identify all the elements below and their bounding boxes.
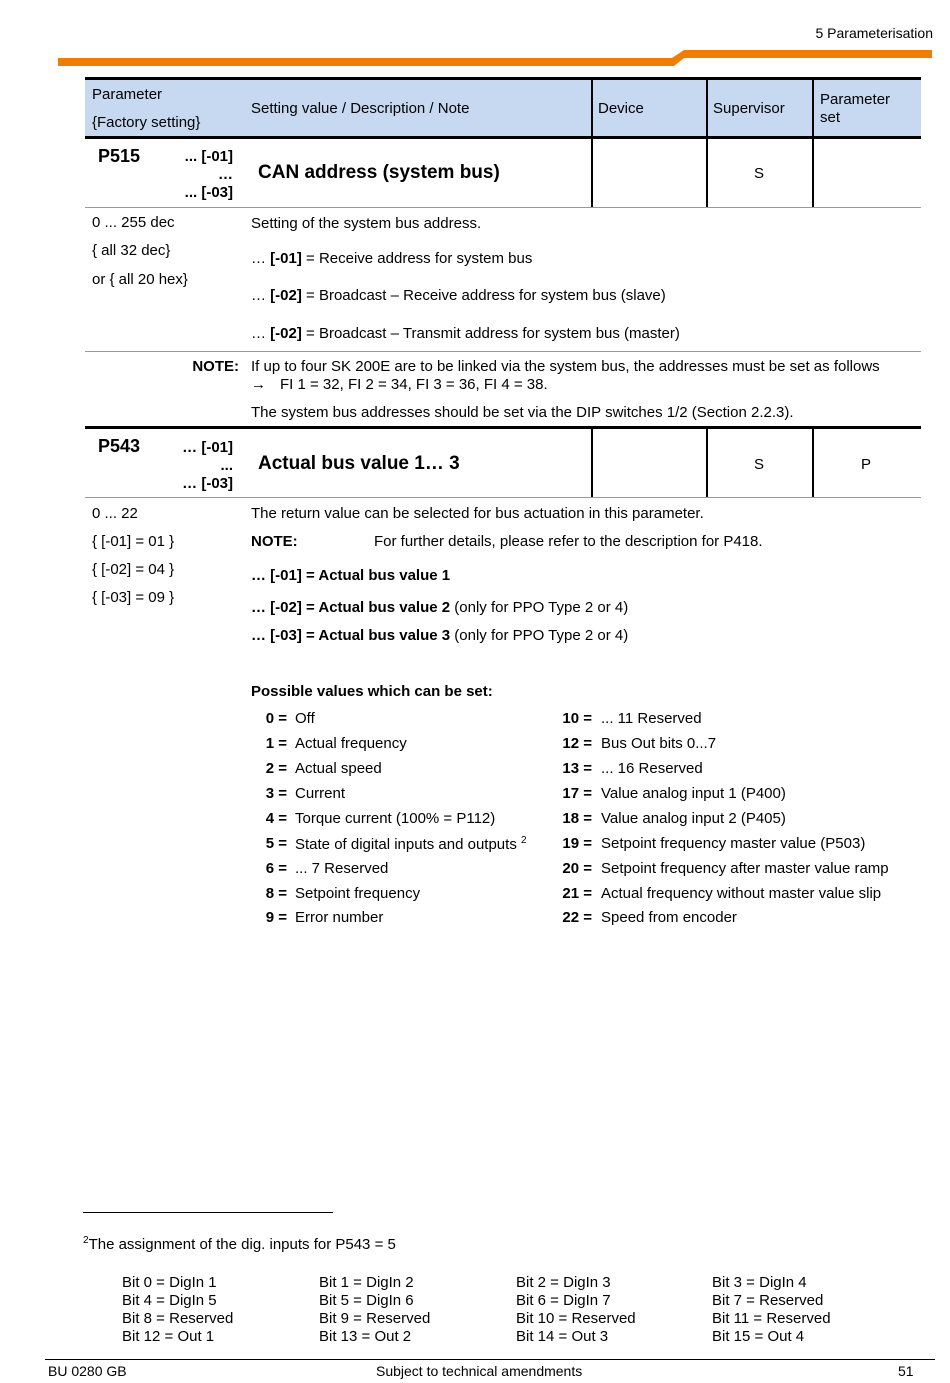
footnote-rule <box>83 1212 333 1213</box>
value-label: Speed from encoder <box>601 909 737 926</box>
item-code: … [-02] = Actual bus value 2 <box>251 599 451 616</box>
bit-assignment: Bit 4 = DigIn 5 <box>122 1292 217 1309</box>
bit-assignment: Bit 2 = DigIn 3 <box>516 1274 611 1291</box>
possible-values-title: Possible values which can be set: <box>251 683 493 700</box>
header-factory-setting: {Factory setting} <box>92 114 201 131</box>
p515-note-line-3: The system bus addresses should be set via the DIP switches 1/2 (Section 2.2.3). <box>251 404 794 421</box>
row-rule <box>85 207 921 208</box>
p515-index-1: ... [-01] <box>184 148 233 165</box>
bit-assignment: Bit 11 = Reserved <box>712 1310 831 1327</box>
value-label: Setpoint frequency master value (P503) <box>601 835 866 852</box>
p543-factory-3: { [-02] = 04 } <box>92 561 175 578</box>
bit-assignment: Bit 8 = Reserved <box>122 1310 234 1327</box>
p543-supervisor: S <box>754 456 765 473</box>
p515-index-3: ... [-03] <box>184 184 233 201</box>
p515-item <box>251 325 680 342</box>
value-number: 1 = <box>265 735 287 752</box>
value-label-text: State of digital inputs and outputs <box>295 836 517 853</box>
col-divider <box>706 429 708 497</box>
p515-title: CAN address (system bus) <box>258 162 500 183</box>
col-divider <box>812 139 814 207</box>
page-number: 51 <box>898 1363 914 1379</box>
p515-supervisor: S <box>754 165 765 182</box>
p543-id: P543 <box>98 436 141 456</box>
bit-assignment: Bit 14 = Out 3 <box>516 1328 609 1345</box>
bit-assignment: Bit 1 = DigIn 2 <box>319 1274 414 1291</box>
value-label: Current <box>295 785 346 802</box>
bit-assignment: Bit 5 = DigIn 6 <box>319 1292 414 1309</box>
value-number: 3 = <box>265 785 287 802</box>
value-number: 4 = <box>265 810 287 827</box>
col-divider <box>591 80 593 136</box>
header-setting-value: Setting value / Description / Note <box>251 100 470 117</box>
bit-assignment: Bit 0 = DigIn 1 <box>122 1274 217 1291</box>
p543-factory-1: 0 ... 22 <box>92 505 138 522</box>
p543-item <box>251 599 628 616</box>
footnote-text: The assignment of the dig. inputs for P543 = 5 <box>88 1236 396 1253</box>
value-label: ... 11 Reserved <box>601 710 702 727</box>
p543-description: The return value can be selected for bus actuation in this parameter. <box>251 505 704 522</box>
p515-factory-3: or { all 20 hex} <box>92 271 188 288</box>
footer-notice: Subject to technical amendments <box>376 1363 583 1379</box>
bit-assignment: Bit 3 = DigIn 4 <box>712 1274 807 1291</box>
bit-assignment: Bit 15 = Out 4 <box>712 1328 805 1345</box>
value-label: Off <box>295 710 315 727</box>
row-rule <box>85 497 921 498</box>
value-number: 18 = <box>562 810 592 827</box>
bit-assignment: Bit 12 = Out 1 <box>122 1328 215 1345</box>
value-label: Setpoint frequency <box>295 885 421 902</box>
value-label: Error number <box>295 909 384 926</box>
header-bar <box>0 0 950 70</box>
value-label: Actual frequency <box>295 735 407 752</box>
item-text: (only for PPO Type 2 or 4) <box>450 599 629 616</box>
table-header-rule <box>85 136 921 139</box>
item-code: … [-01] = Actual bus value 1 <box>251 567 451 584</box>
col-divider <box>706 80 708 136</box>
bit-assignment: Bit 7 = Reserved <box>712 1292 824 1309</box>
bit-assignment: Bit 13 = Out 2 <box>319 1328 412 1345</box>
p515-item <box>251 250 532 267</box>
footer-rule <box>45 1359 935 1360</box>
p543-parameter-set: P <box>861 456 872 473</box>
value-number: 12 = <box>562 735 592 752</box>
bit-assignment: Bit 6 = DigIn 7 <box>516 1292 611 1309</box>
footer-doc-id: BU 0280 GB <box>48 1363 127 1379</box>
col-divider <box>812 80 814 136</box>
value-label: Value analog input 1 (P400) <box>601 785 786 802</box>
header-parameter: Parameter <box>92 86 163 103</box>
bit-assignment: Bit 9 = Reserved <box>319 1310 431 1327</box>
value-label: ... 7 Reserved <box>295 860 389 877</box>
p515-factory-1: 0 ... 255 dec <box>92 214 175 231</box>
value-number: 19 = <box>562 835 592 852</box>
value-number: 20 = <box>562 860 592 877</box>
p543-factory-4: { [-03] = 09 } <box>92 589 175 606</box>
p515-factory-2: { all 32 dec} <box>92 242 171 259</box>
col-divider <box>591 139 593 207</box>
value-label: Value analog input 2 (P405) <box>601 810 786 827</box>
row-rule <box>85 426 921 429</box>
value-number: 8 = <box>265 885 287 902</box>
p515-item <box>251 287 666 304</box>
header-device: Device <box>598 100 644 117</box>
row-rule <box>85 351 921 352</box>
item-code: [-02] <box>270 287 302 304</box>
value-number: 5 = <box>265 835 287 852</box>
value-number: 10 = <box>562 710 592 727</box>
p543-item <box>251 627 628 644</box>
item-code: [-02] <box>270 325 302 342</box>
p515-note-label: NOTE: <box>192 358 239 375</box>
item-text: = Broadcast – Transmit address for system bus (master) <box>301 325 680 342</box>
p515-description: Setting of the system bus address. <box>251 215 482 232</box>
bit-assignment: Bit 10 = Reserved <box>516 1310 636 1327</box>
value-number: 22 = <box>562 909 592 926</box>
value-number: 6 = <box>265 860 287 877</box>
item-text: = Broadcast – Receive address for system bus (slave) <box>301 287 666 304</box>
header-supervisor: Supervisor <box>713 100 785 117</box>
header-parameter-set-2: set <box>820 109 841 126</box>
footnote <box>83 1235 396 1253</box>
p543-item <box>251 567 450 584</box>
p543-note-label: NOTE: <box>251 533 298 550</box>
value-label: Torque current (100% = P112) <box>295 810 496 827</box>
value-number: 17 = <box>562 785 592 802</box>
item-code: [-01] <box>270 250 302 267</box>
p543-factory-2: { [-01] = 01 } <box>92 533 175 550</box>
col-divider <box>812 429 814 497</box>
value-label: Bus Out bits 0...7 <box>601 735 717 752</box>
arrow-icon: → <box>251 376 266 393</box>
p515-note-line-2: FI 1 = 32, FI 2 = 34, FI 3 = 36, FI 4 = 38. <box>280 376 548 393</box>
value-label: ... 16 Reserved <box>601 760 703 777</box>
p543-index-1: … [-01] <box>182 439 233 456</box>
item-text: = Receive address for system bus <box>301 250 533 267</box>
footnote-mark: 2 <box>83 1235 89 1246</box>
footnote-ref: 2 <box>521 835 527 846</box>
value-number: 9 = <box>265 909 287 926</box>
table-header-bg <box>85 80 921 136</box>
item-text: (only for PPO Type 2 or 4) <box>450 627 629 644</box>
section-title: 5 Parameterisation <box>815 25 933 41</box>
item-prefix: … <box>251 287 271 304</box>
value-label: Actual frequency without master value slip <box>601 885 882 902</box>
p543-index-2: ... <box>220 457 233 474</box>
header-parameter-set-1: Parameter <box>820 91 891 108</box>
value-label: Setpoint frequency after master value ramp <box>601 860 889 877</box>
p543-index-3: … [-03] <box>182 475 233 492</box>
value-number: 2 = <box>265 760 287 777</box>
value-number: 21 = <box>562 885 592 902</box>
item-prefix: … <box>251 250 271 267</box>
item-code: … [-03] = Actual bus value 3 <box>251 627 451 644</box>
p543-title: Actual bus value 1… 3 <box>258 453 460 474</box>
value-number: 0 = <box>265 710 287 727</box>
col-divider <box>591 429 593 497</box>
p515-id: P515 <box>98 146 141 166</box>
item-prefix: … <box>251 325 271 342</box>
p515-index-2: … <box>218 166 233 183</box>
value-label: Actual speed <box>295 760 382 777</box>
value-label <box>295 835 527 853</box>
p515-note-line-1: If up to four SK 200E are to be linked via the system bus, the addresses must be set as follows <box>251 358 880 375</box>
value-number: 13 = <box>562 760 592 777</box>
col-divider <box>706 139 708 207</box>
p543-note-text: For further details, please refer to the description for P418. <box>374 533 763 550</box>
